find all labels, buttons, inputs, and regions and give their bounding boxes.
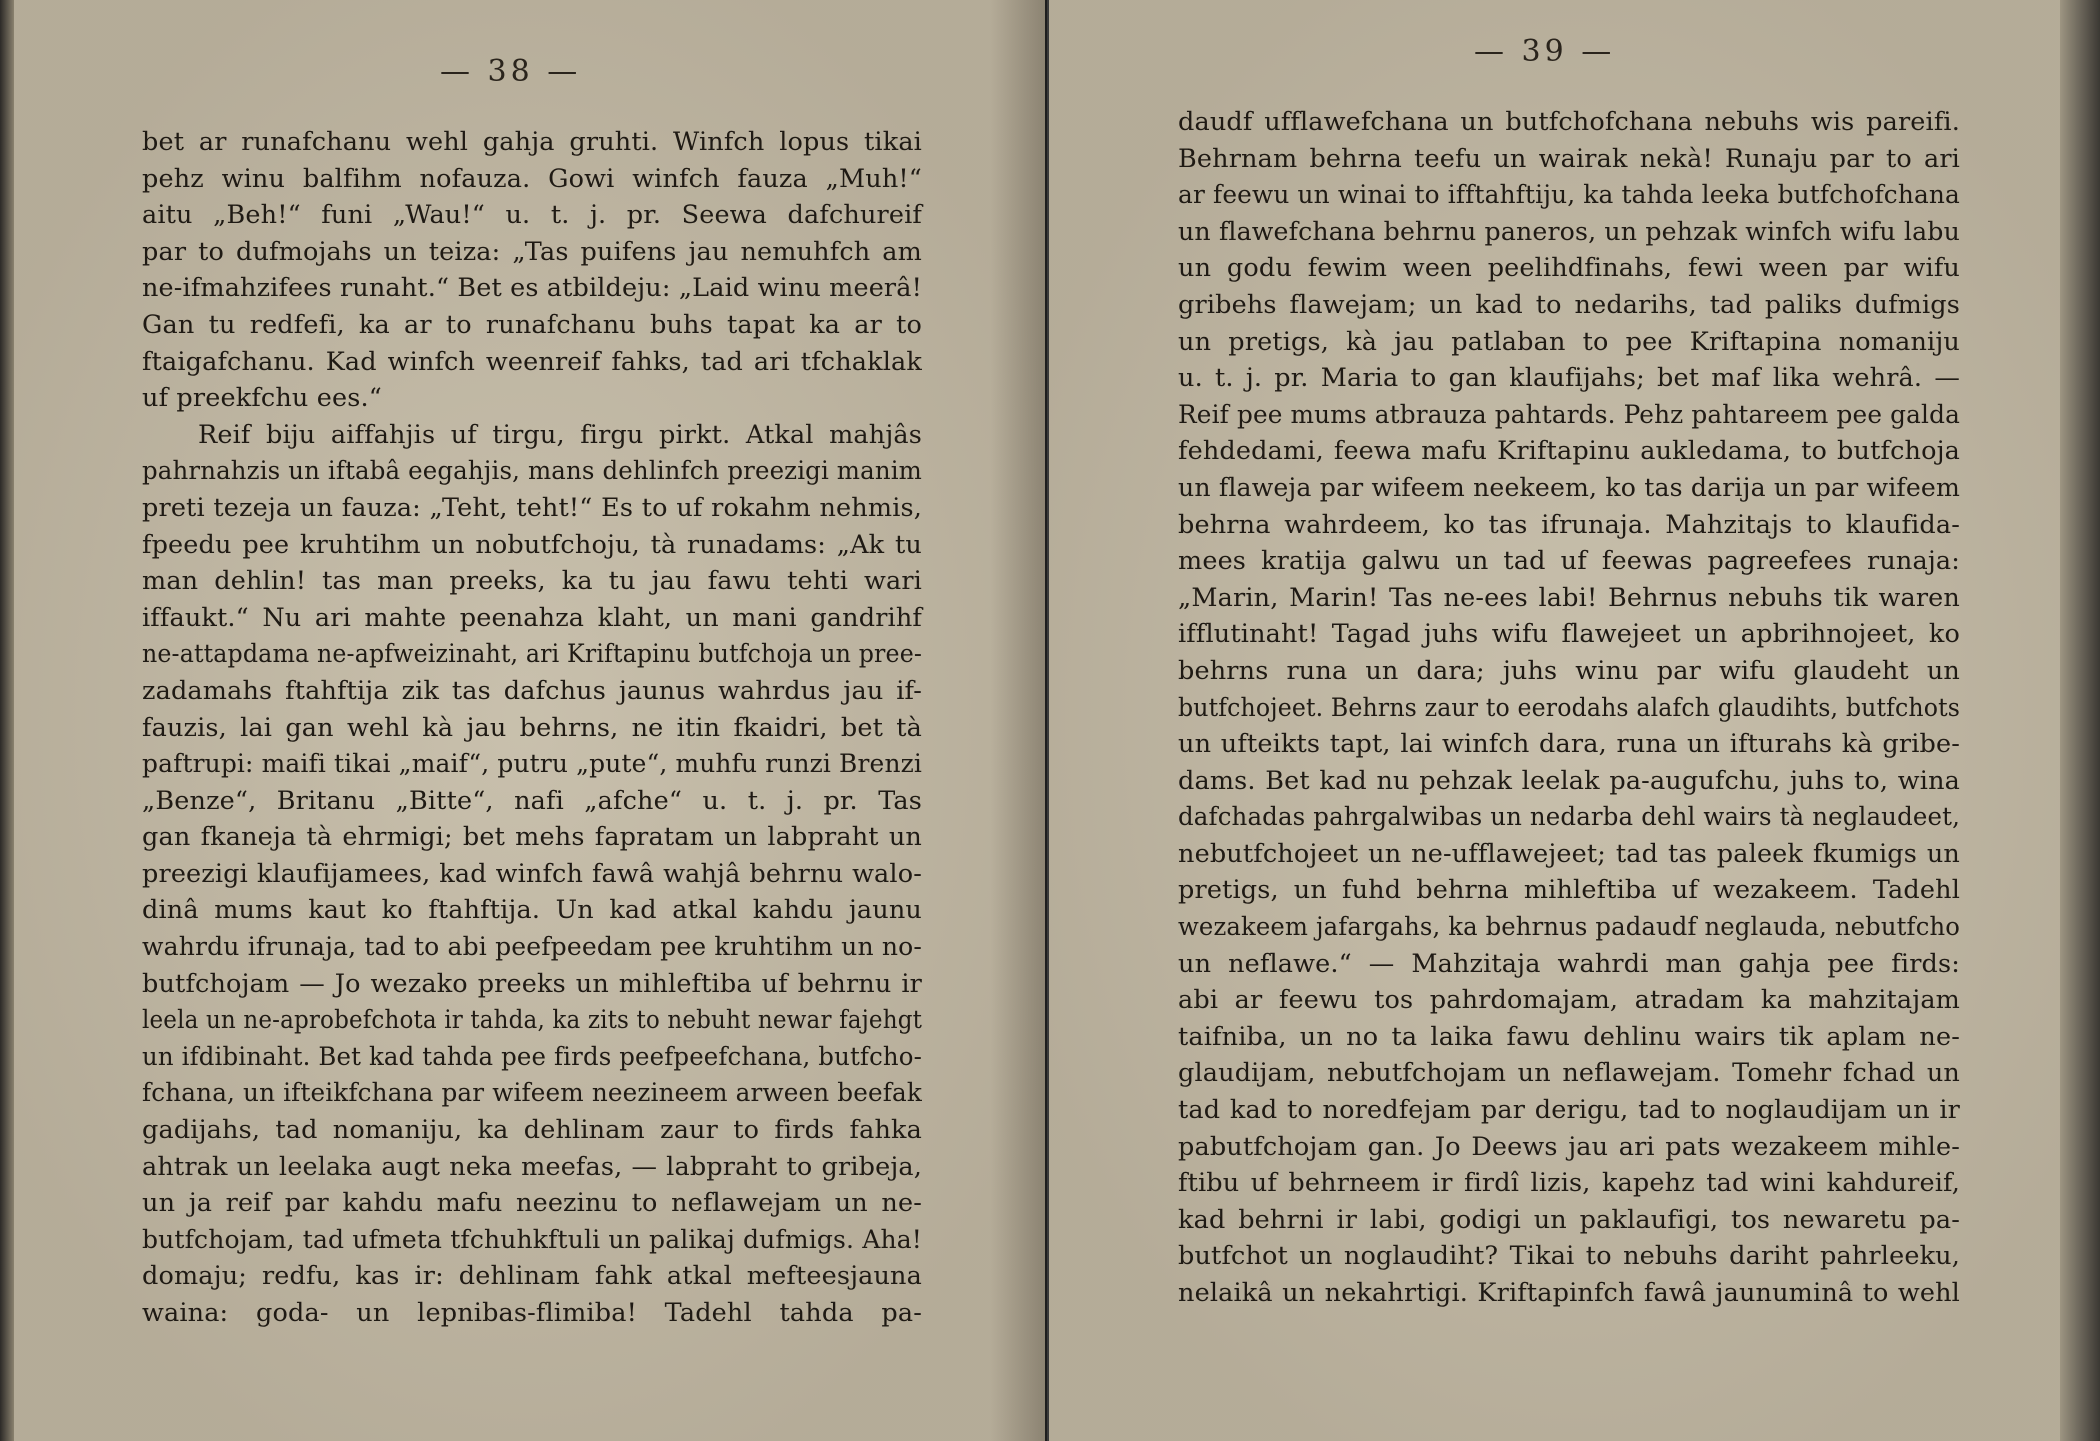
text-line: ftaigafchanu. Kad winfch weenreif fahks, tad ari tfchaklak [142, 346, 922, 377]
text-line: wezakeem jafargahs, ka behrnus padaudf neglauda, nebutfcho [1178, 912, 1960, 943]
right-page [1049, 0, 2100, 1441]
text-line: kad behrni ir labi, godigi un paklaufigi, tos newaretu pa- [1178, 1204, 1960, 1235]
text-line: behrna wahrdeem, ko tas ifrunaja. Mahzitajs to klaufida- [1178, 509, 1960, 540]
text-line: un ifdibinaht. Bet kad tahda pee firds peefpeefchana, butfcho- [142, 1041, 922, 1072]
left-page-edge [0, 0, 14, 1441]
text-line: behrns runa un dara; juhs winu par wifu glaudeht un [1178, 655, 1960, 686]
text-line: gan fkaneja tà ehrmigi; bet mehs fapratam un labpraht un [142, 822, 922, 853]
text-line: gribehs flawejam; un kad to nedarihs, tad paliks dufmigs [1178, 289, 1960, 320]
text-line: par to dufmojahs un teiza: „Tas puifens jau nemuhfch am [142, 236, 922, 267]
text-line: tad kad to noredfejam par derigu, tad to noglaudijam un ir [1178, 1095, 1960, 1126]
text-line: dinâ mums kaut ko ftahftija. Un kad atkal kahdu jaunu [142, 895, 922, 926]
text-line: aitu „Beh!“ funi „Wau!“ u. t. j. pr. Seewa dafchureif [142, 200, 922, 231]
text-line: butfchojeet. Behrns zaur to eerodahs alafch glaudihts, butfchots [1178, 692, 1960, 723]
text-line: „Benze“, Britanu „Bitte“, nafi „afche“ u. t. j. pr. Tas [142, 785, 922, 816]
text-line: uf preekfchu ees.“ [142, 383, 382, 414]
text-line: Reif pee mums atbrauza pahtards. Pehz pahtareem pee galda [1178, 399, 1960, 430]
text-line: bet ar runafchanu wehl gahja gruhti. Winfch lopus tikai [142, 127, 922, 157]
text-line: nelaikâ un nekahrtigi. Kriftapinfch fawâ jaunuminâ to wehl [1178, 1278, 1960, 1308]
right-page-text [1178, 104, 1960, 1312]
text-line: butfchojam — Jo wezako preeks un mihleftiba uf behrnu ir [142, 968, 922, 999]
text-line: pahrnahzis un iftabâ eegahjis, mans dehlinfch preezigi manim [142, 456, 922, 487]
left-gutter-shadow [990, 0, 1047, 1441]
text-line: „Marin, Marin! Tas ne-ees labi! Behrnus nebuhs tik waren [1178, 582, 1960, 613]
text-line: fehdedami, feewa mafu Kriftapinu aukledama, to butfchoja [1178, 436, 1960, 467]
text-line: paftrupi: maifi tikai „maif“, putru „pute“, muhfu runzi Brenzi [142, 749, 922, 780]
text-line: ne-attapdama ne-apfweizinaht, ari Kriftapinu butfchoja un pree- [142, 639, 922, 670]
text-line: un flaweja par wifeem neekeem, ko tas darija un par wifeem [1178, 472, 1960, 503]
text-line: ne-ifmahzifees runaht.“ Bet es atbildeju: „Laid winu meerâ! [142, 273, 922, 304]
text-line: gadijahs, tad nomaniju, ka dehlinam zaur to firds fahka [142, 1115, 922, 1146]
left-page [0, 0, 1047, 1441]
text-line: Reif biju aiffahjis uf tirgu, firgu pirkt. Atkal mahjâs [198, 419, 922, 450]
text-line: abi ar feewu tos pahrdomajam, atradam ka mahzitajam [1178, 985, 1960, 1016]
text-line: domaju; redfu, kas ir: dehlinam fahk atkal mefteesjauna [142, 1261, 922, 1292]
text-line: pretigs, un fuhd behrna mihleftiba uf wezakeem. Tadehl [1178, 875, 1960, 906]
text-line: un pretigs, kà jau patlaban to pee Kriftapina nomaniju [1178, 326, 1960, 357]
text-line: pehz winu balfihm nofauza. Gowi winfch fauza „Muh!“ [142, 163, 922, 194]
text-line: Behrnam behrna teefu un wairak nekà! Runaju par to ari [1178, 143, 1960, 174]
text-line: glaudijam, nebutfchojam un neflawejam. Tomehr fchad un [1178, 1058, 1960, 1089]
text-line: pabutfchojam gan. Jo Deews jau ari pats wezakeem mihle- [1178, 1131, 1960, 1162]
text-line: leela un ne-aprobefchota ir tahda, ka zits to nebuht newar fajehgt [142, 1005, 922, 1036]
text-line: un ja reif par kahdu mafu neezinu to neflawejam un ne- [142, 1188, 922, 1219]
text-line: fchana, un ifteikfchana par wifeem neezineem arween beefak [142, 1078, 922, 1109]
text-line: un godu fewim ween peelihdfinahs, fewi ween par wifu [1178, 253, 1960, 284]
text-line: ifflutinaht! Tagad juhs wifu flawejeet un apbrihnojeet, ko [1178, 619, 1960, 650]
text-line: ftibu uf behrneem ir firdî lizis, kapehz tad wini kahdureif, [1178, 1168, 1960, 1199]
text-line: mees kratija galwu un tad uf feewas pagreefees runaja: [1178, 546, 1960, 577]
text-line: ar feewu un winai to ifftahftiju, ka tahda leeka butfchofchana [1178, 180, 1960, 211]
text-line: dams. Bet kad nu pehzak leelak pa-augufchu, juhs to, wina [1178, 765, 1960, 796]
text-line: waina: goda- un lepnibas-flimiba! Tadehl tahda pa- [142, 1298, 922, 1328]
text-line: fauzis, lai gan wehl kà jau behrns, ne itin fkaidri, bet tà [142, 712, 922, 743]
text-line: butfchojam, tad ufmeta tfchuhkftuli un palikaj dufmigs. Aha! [142, 1224, 922, 1255]
text-line: man dehlin! tas man preeks, ka tu jau fawu tehti wari [142, 566, 922, 597]
text-line: dafchadas pahrgalwibas un nedarba dehl wairs tà neglaudeet, [1178, 802, 1960, 833]
text-line: butfchot un noglaudiht? Tikai to nebuhs dariht pahrleeku, [1178, 1241, 1960, 1272]
right-page-number: — 39 — [1474, 34, 1616, 69]
text-line: daudf ufflawefchana un butfchofchana nebuhs wis pareifi. [1178, 107, 1960, 137]
left-page-text [142, 124, 978, 1332]
text-line: nebutfchojeet un ne-ufflawejeet; tad tas paleek fkumigs un [1178, 838, 1960, 869]
text-line: iffaukt.“ Nu ari mahte peenahza klaht, un mani gandrihf [142, 602, 922, 633]
text-line: un ufteikts tapt, lai winfch dara, runa un ifturahs kà gribe- [1178, 729, 1960, 760]
text-line: preezigi klaufijamees, kad winfch fawâ wahjâ behrnu walo- [142, 858, 922, 889]
left-page-number: — 38 — [440, 54, 582, 89]
text-line: wahrdu ifrunaja, tad to abi peefpeedam pee kruhtihm un no- [142, 932, 922, 963]
text-line: taifniba, un no ta laika fawu dehlinu wairs tik aplam ne- [1178, 1021, 1960, 1052]
text-line: preti tezeja un fauza: „Teht, teht!“ Es to uf rokahm nehmis, [142, 492, 922, 523]
text-line: u. t. j. pr. Maria to gan klaufijahs; bet maf lika wehrâ. — [1178, 363, 1960, 394]
text-line: un neflawe.“ — Mahzitaja wahrdi man gahja pee firds: [1178, 948, 1960, 979]
text-line: fpeedu pee kruhtihm un nobutfchoju, tà runadams: „Ak tu [142, 529, 922, 560]
text-line: ahtrak un leelaka augt neka meefas, — labpraht to gribeja, [142, 1151, 922, 1182]
text-line: Gan tu redfefi, ka ar to runafchanu buhs tapat ka ar to [142, 309, 922, 340]
right-page-edge [2060, 0, 2100, 1441]
text-line: zadamahs ftahftija zik tas dafchus jaunus wahrdus jau if- [142, 675, 922, 706]
text-line: un flawefchana behrnu paneros, un pehzak winfch wifu labu [1178, 216, 1960, 247]
